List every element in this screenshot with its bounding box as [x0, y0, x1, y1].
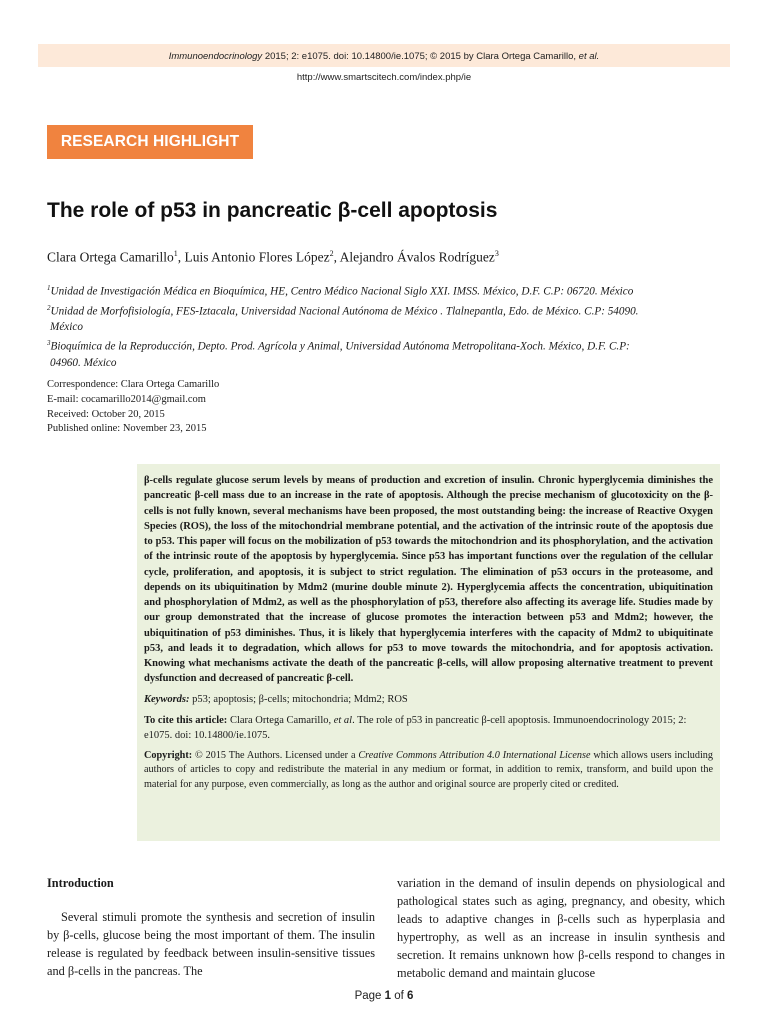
- cite-label: To cite this article:: [144, 714, 228, 726]
- affiliation-item-continued: [47, 355, 737, 371]
- cite-article-line: [144, 713, 713, 743]
- affiliation-item-continued: [47, 319, 737, 335]
- cite-text: Clara Ortega Camarillo,: [227, 714, 334, 726]
- cite-et-al: et al: [333, 714, 353, 726]
- journal-citation: [38, 51, 730, 62]
- page-of-label: of: [391, 990, 408, 1002]
- cite-text: . The role of p53 in pancreatic β-cell apoptosis. Immunoendocrinology 2015; 2: e1075. doi: 10.14800/ie.1075.: [144, 714, 687, 741]
- affiliation-text: 04960. México: [50, 357, 117, 370]
- affiliation-number: 1: [47, 284, 51, 292]
- affiliation-list: [47, 280, 737, 371]
- affiliation-text: México: [50, 321, 83, 334]
- license-link[interactable]: Creative Commons Attribution 4.0 International License: [358, 749, 591, 761]
- author-list: [47, 249, 499, 266]
- journal-url-link[interactable]: http://www.smartscitech.com/index.php/ie: [296, 72, 472, 83]
- research-highlight-badge: RESEARCH HIGHLIGHT: [47, 125, 253, 159]
- author-name: Clara Ortega Camarillo: [47, 249, 174, 265]
- affiliation-item: [47, 300, 737, 320]
- copyright-notice: [144, 749, 713, 793]
- correspondence-email[interactable]: E-mail: cocamarillo2014@gmail.com: [47, 393, 206, 405]
- body-paragraph: variation in the demand of insulin depends on physiological and pathological states such as aging, pregnancy, and obesity, which leads to adaptive changes in β-cells such as hyperplasia and hypertrophy, as well as an increase in insulin synthesis and secretion. It remains unknown how β-cells respond to changes in metabolic demand and maintain glucose: [397, 876, 725, 980]
- copyright-label: Copyright:: [144, 749, 193, 761]
- journal-name: Immunoendocrinology: [168, 51, 263, 62]
- body-column-left: [47, 874, 375, 980]
- copyright-text: © 2015 The Authors. Licensed under a: [192, 749, 359, 761]
- keywords-label: Keywords:: [144, 693, 190, 705]
- keywords-line: [144, 692, 713, 707]
- affiliation-text: Unidad de Investigación Médica en Bioquímica, HE, Centro Médico Nacional Siglo XXI. IMSS. México, D.F. C.P: 06720. México: [50, 285, 634, 298]
- abstract-text: β-cells regulate glucose serum levels by means of production and excretion of insulin. Chronic hyperglycemia diminishes the pancreatic β-cell mass due to an increase in the rate of apoptosis. Although the precise mechanism of glucotoxicity on the β-cells is not fully known, several mechanisms have been proposed, the most outstanding being: the increase of Reactive Oxygen Species (ROS), the loss of the mitochondrial membrane potential, and the activation of the intrinsic route of the apoptosis due to p53. This paper will focus on the mobilization of p53 towards the mitochondrion and its phosphorylation, and the activation of the intrinsic route of the apoptosis by hyperglycemia. Since p53 has important functions over the regulation of the cellular cycle, proliferation, and apoptosis, it is subject to strict regulation. The elimination of p53 occurs in the proteasome, and depends on its ubiquitination by Mdm2 (murine double minute 2). Hyperglycemia affects the concentration, ubiquitination and phosphorylation of Mdm2, as well as the phosphorylation of p53, therefore also affecting its average life. Studies made by our group demonstrated that the increase of glucose promotes the interaction between p53 and Mdm2; however, the ubiquitination of p53 diminishes. Thus, it is likely that hyperglycemia interferes with the capacity of Mdm2 to ubiquitinate p53, and leads it to degradation, which allows for p53 to move towards the mitochondria, and for apoptosis activation. Knowing what mechanisms activate the death of the pancreatic β-cells, will allow proposing alternative treatment to prevent dysfunction and decreased of pancreatic β-cell.: [144, 475, 713, 685]
- page-label: Page: [354, 990, 385, 1002]
- article-title: The role of p53 in pancreatic β-cell apoptosis: [47, 199, 498, 222]
- author-name: Luis Antonio Flores López: [184, 249, 330, 265]
- published-date: Published online: November 23, 2015: [47, 423, 207, 435]
- page-footer: [0, 990, 768, 1002]
- citation-et-al: et al.: [578, 51, 600, 62]
- author-name: Alejandro Ávalos Rodríguez: [339, 249, 495, 265]
- section-heading-introduction: Introduction: [47, 876, 114, 890]
- received-date: Received: October 20, 2015: [47, 408, 165, 420]
- correspondence-name: Correspondence: Clara Ortega Camarillo: [47, 379, 220, 390]
- author-affiliation-mark: 2: [329, 249, 334, 258]
- keywords-list: p53; apoptosis; β-cells; mitochondria; Mdm2; ROS: [189, 693, 408, 705]
- affiliation-item: [47, 335, 737, 355]
- author-affiliation-mark: 1: [173, 249, 178, 258]
- author-separator: ,: [177, 249, 185, 265]
- page-total: 6: [407, 990, 414, 1002]
- affiliation-text: Bioquímica de la Reproducción, Depto. Prod. Agrícola y Animal, Universidad Autónoma Metropolitana-Xoch. México, D.F. C.P:: [50, 341, 630, 354]
- page-number: 1: [384, 990, 392, 1002]
- author-separator: ,: [333, 249, 340, 265]
- author-affiliation-mark: 3: [494, 249, 499, 258]
- affiliation-number: 3: [47, 339, 51, 348]
- citation-details: 2015; 2: e1075. doi: 10.14800/ie.1075; © 2015 by Clara Ortega Camarillo,: [262, 51, 579, 62]
- correspondence-block: [47, 378, 219, 437]
- affiliation-item: [47, 280, 737, 300]
- body-column-right: [397, 874, 725, 982]
- affiliation-number: 2: [47, 303, 51, 312]
- body-paragraph: Several stimuli promote the synthesis and secretion of insulin by β-cells, glucose being the most important of them. The insulin release is regulated by feedback between insulin-sensitive tissues and β-cells in the pancreas. The: [47, 910, 375, 978]
- abstract-box: [137, 464, 720, 841]
- affiliation-text: Unidad de Morfofisiología, FES-Iztacala, Universidad Nacional Autónoma de México . Tlalnepantla, Edo. de México. C.P: 54090.: [50, 305, 639, 318]
- copyright-text: which allows users including authors of articles to copy and redistribute the material in any medium or format, in addition to remix, transform, and build upon the material for any purpose, even commercially, as long as the author and original source are properly cited or credited.: [144, 749, 713, 790]
